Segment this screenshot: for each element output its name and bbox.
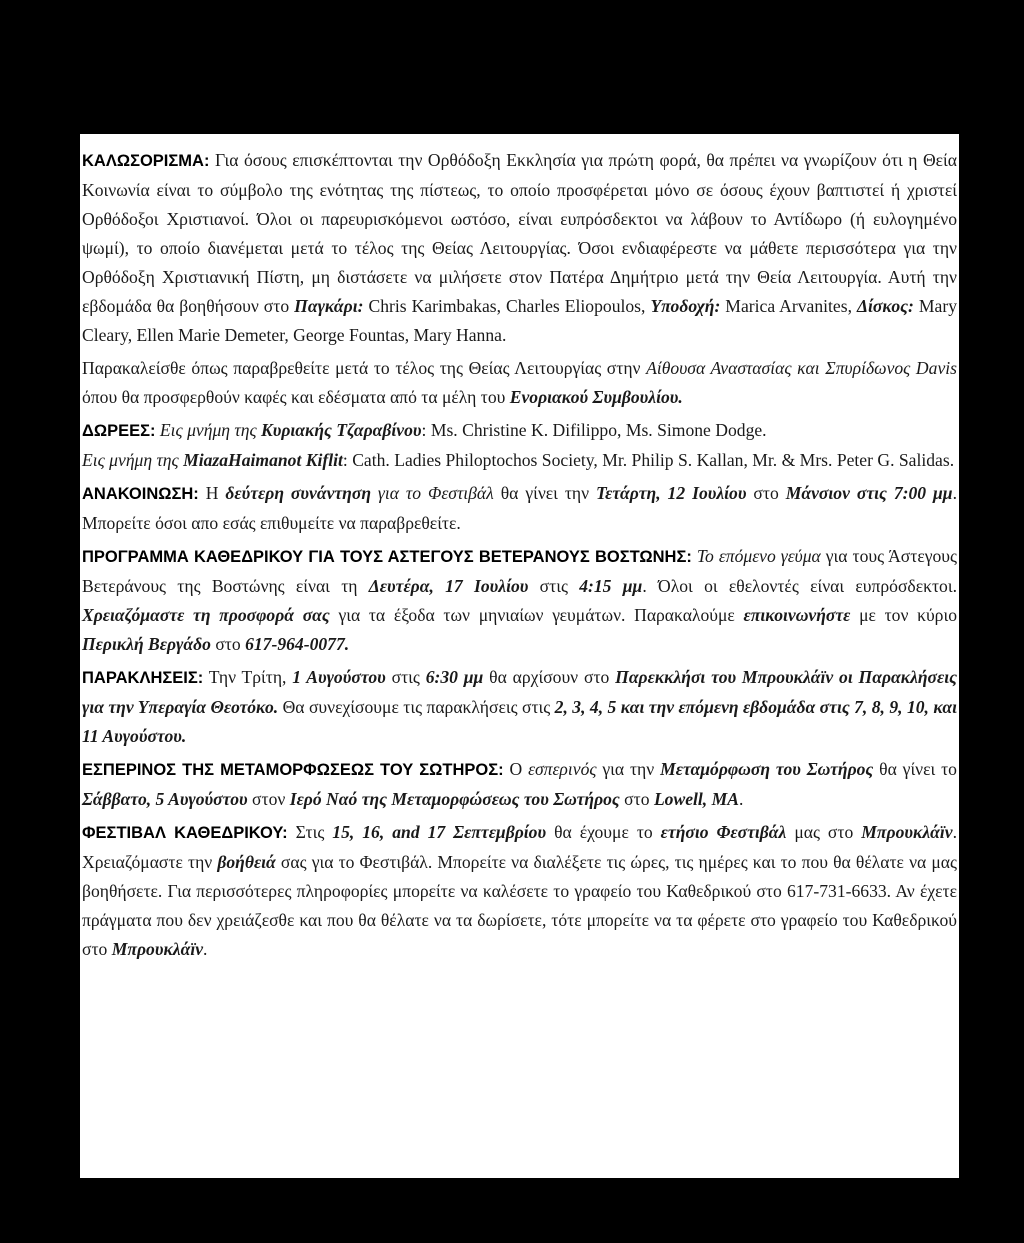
memory-prefix-2: Εις μνήμη της [82, 450, 184, 470]
festival-label: ΦΕΣΤΙΒΑΛ ΚΑΘΕΔΡΙΚΟΥ: [82, 824, 288, 842]
next-meal: Το επόμενο γεύμα [696, 546, 821, 566]
vespers-text-3: θα γίνει το [873, 759, 957, 779]
meeting-text: δεύτερη συνάντηση [225, 483, 371, 503]
church-name: Ιερό Ναό της Μεταμορφώσεως του Σωτήρος [289, 789, 620, 809]
coffee-paragraph [82, 354, 957, 412]
need-offer: Χρειαζόμαστε τη προσφορά σας [82, 605, 330, 625]
veterans-paragraph [82, 542, 957, 659]
vespers-label: ΕΣΠΕΡΙΝΟΣ ΤΗΣ ΜΕΤΑΜΟΡΦΩΣΕΩΣ ΤΟΥ ΣΩΤΗΡΟΣ: [82, 761, 504, 779]
vespers-text-4: στον [247, 789, 290, 809]
festival-paragraph [82, 818, 957, 964]
welcome-paragraph [82, 146, 957, 350]
paraklisis-paragraph [82, 663, 957, 751]
ypodoxi-label: Υποδοχή: [650, 296, 721, 316]
welcome-label: ΚΑΛΩΣΟΡΙΣΜΑ: [82, 152, 210, 170]
paraklisis-text-4: Θα συνεχίσουμε τις παρακλήσεις στις [278, 697, 555, 717]
feast-name: Μεταμόρφωση του Σωτήρος [660, 759, 874, 779]
memory-name-2: MiazaHaimanot Kiflit [183, 450, 343, 470]
announcement-paragraph [82, 479, 957, 538]
pangari-names: Chris Karimbakas, Charles Eliopoulos, [363, 296, 651, 316]
paraklisis-time: 6:30 μμ [425, 667, 484, 687]
festival-text-2: θα έχουμε το [546, 822, 661, 842]
contact-person: Περικλή Βεργάδο [82, 634, 211, 654]
annual-festival: ετήσιο Φεστιβάλ [660, 822, 787, 842]
festival-dates: 15, 16, and 17 Σεπτεμβρίου [332, 822, 547, 842]
contact-phone: 617-964-0077. [245, 634, 350, 654]
festival-text-6: . [203, 939, 208, 959]
veterans-label: ΠΡΟΓΡΑΜΜΑ ΚΑΘΕΔΡΙΚΟΥ ΓΙΑ ΤΟΥΣ ΑΣΤΕΓΟΥΣ ΒΕΤΕΡΑΝΟΥΣ ΒΟΣΤΩΝΗΣ: [82, 548, 692, 566]
announcement-text-4: στο [746, 483, 786, 503]
veterans-text-7: στο [210, 634, 246, 654]
donations-paragraph [82, 416, 957, 475]
veterans-text-2: για τους Άστεγους Βετεράνους της Βοστώνης είναι τη [82, 546, 957, 596]
church-city: Lowell, MA [653, 789, 739, 809]
vesper-word: εσπερινός [528, 759, 597, 779]
festival-text-4: . Χρειαζόμαστε την [82, 822, 957, 872]
council-name: Ενοριακού Συμβουλίου. [509, 387, 683, 407]
announcement-text-1: Η [198, 483, 226, 503]
coffee-text-2: όπου θα προσφερθούν καφές και εδέσματα από τα μέλη του [82, 387, 510, 407]
meeting-date: Τετάρτη, 12 Ιουλίου [596, 483, 747, 503]
vespers-text-5: στο [619, 789, 654, 809]
memory-name-1: Κυριακής Τζαραβίνου [260, 420, 422, 440]
announcement-label: ΑΝΑΚΟΙΝΩΣΗ: [82, 485, 199, 503]
coffee-text: Παρακαλείσθε όπως παραβρεθείτε μετά το τέλος της Θείας Λειτουργίας στην [82, 358, 647, 378]
veterans-text-4: . Όλοι οι εθελοντές είναι ευπρόσδεκτοι. [642, 576, 957, 596]
paraklisis-text-3: θα αρχίσουν στο [483, 667, 616, 687]
festival-place-2: Μπρουκλάϊν [111, 939, 204, 959]
vespers-text-6: . [738, 789, 744, 809]
paraklisis-place: Παρεκκλήσι του Μπρουκλάϊν οι Παρακλήσεις για την Υπεραγία Θεοτόκο. [82, 667, 957, 717]
pangari-label: Παγκάρι: [294, 296, 364, 316]
hall-name: Αίθουσα Αναστασίας και Σπυρίδωνος Davis [646, 358, 957, 378]
bulletin-content [82, 146, 957, 968]
meeting-place: Μάνσιον στις 7:00 μμ [785, 483, 953, 503]
diskos-names: Mary Cleary, Ellen Marie Demeter, George Fountas, Mary Hanna. [82, 296, 957, 345]
festival-text-3: μας στο [786, 822, 862, 842]
veterans-text-5: για τα έξοδα των μηνιαίων γευμάτων. Παρακαλούμε [329, 605, 744, 625]
memory-prefix-1: Εις μνήμη της [155, 420, 261, 440]
vespers-text-2: για την [596, 759, 661, 779]
vespers-date: Σάββατο, 5 Αυγούστου [82, 789, 248, 809]
vespers-paragraph [82, 755, 957, 814]
veterans-text-6: με τον κύριο [850, 605, 957, 625]
paraklisis-text-1: Την Τρίτη, [203, 667, 293, 687]
festival-text-1: Στις [287, 822, 333, 842]
festival-help: βοήθειά [217, 852, 276, 872]
donors-2: : Cath. Ladies Philoptochos Society, Mr. Philip S. Kallan, Mr. & Mrs. Peter G. Salidas. [342, 450, 955, 470]
paraklisis-date: 1 Αυγούστου [292, 667, 386, 687]
paraklisis-label: ΠΑΡΑΚΛΗΣΕΙΣ: [82, 669, 204, 687]
bulletin-page [80, 78, 959, 1178]
festival-place: Μπρουκλάϊν [861, 822, 953, 842]
paraklisis-dates: 2, 3, 4, 5 και την επόμενη εβδομάδα στις 7, 8, 9, 10, και 11 Αυγούστου. [82, 697, 957, 746]
veterans-text-3: στις [528, 576, 580, 596]
announcement-text-2: για το Φεστιβάλ [370, 483, 494, 503]
announcement-text-5: . Μπορείτε όσοι απο εσάς επιθυμείτε να παραβρεθείτε. [82, 483, 957, 533]
welcome-text: Για όσους επισκέπτονται την Ορθόδοξη Εκκλησία για πρώτη φορά, θα πρέπει να γνωρίζουν ότι η Θεία Κοινωνία είναι το σύμβολο της ενότητας της πίστεως, το οποίο προσφέρεται μόνο σε όσους έχουν βαπτιστεί ή χριστεί Ορθόδοξοι Χριστιανοί. Όλοι οι παρευρισκόμενοι ωστόσο, είναι ευπρόσδεκτοι να λάβουν το Αντίδωρο (ή ευλογημένο ψωμί), το οποίο διανέμεται μετά το τέλος της Θείας Λειτουργίας. Όσοι ενδιαφέρεστε να μάθετε περισσότερα για την Ορθόδοξη Χριστιανική Πίστη, μη διστάσετε να μιλήσετε στον Πατέρα Δημήτριο μετά την Θεία Λειτουργία. Αυτή την εβδομάδα θα βοηθήσουν στο [82, 150, 957, 316]
announcement-text-3: θα γίνει την [493, 483, 597, 503]
vespers-text-1: Ο [503, 759, 529, 779]
meal-date: Δευτέρα, 17 Ιουλίου [368, 576, 529, 596]
contact-text: επικοινωνήστε [743, 605, 851, 625]
meal-time: 4:15 μμ [579, 576, 643, 596]
festival-text-5: σας για το Φεστιβάλ. Μπορείτε να διαλέξετε τις ώρες, τις ημέρες και το που θα θέλατε να μας βοηθήσετε. Για περισσότερες πληροφορίες μπορείτε να καλέσετε το γραφείο του Καθεδρικού στο 617-731-6633. Αν έχετε πράγματα που δεν χρειάζεσθε και που θα θέλατε να τα δωρίσετε, τότε μπορείτε να τα φέρετε στο γραφείο του Καθεδρικού στο [82, 852, 957, 959]
header-band [80, 78, 959, 134]
diskos-label: Δίσκος: [856, 296, 914, 316]
donors-1: : Ms. Christine K. Difilippo, Ms. Simone Dodge. [421, 420, 767, 440]
ypodoxi-names: Marica Arvanites, [720, 296, 857, 316]
paraklisis-text-2: στις [385, 667, 426, 687]
donations-label: ΔΩΡΕΕΣ: [82, 422, 156, 440]
